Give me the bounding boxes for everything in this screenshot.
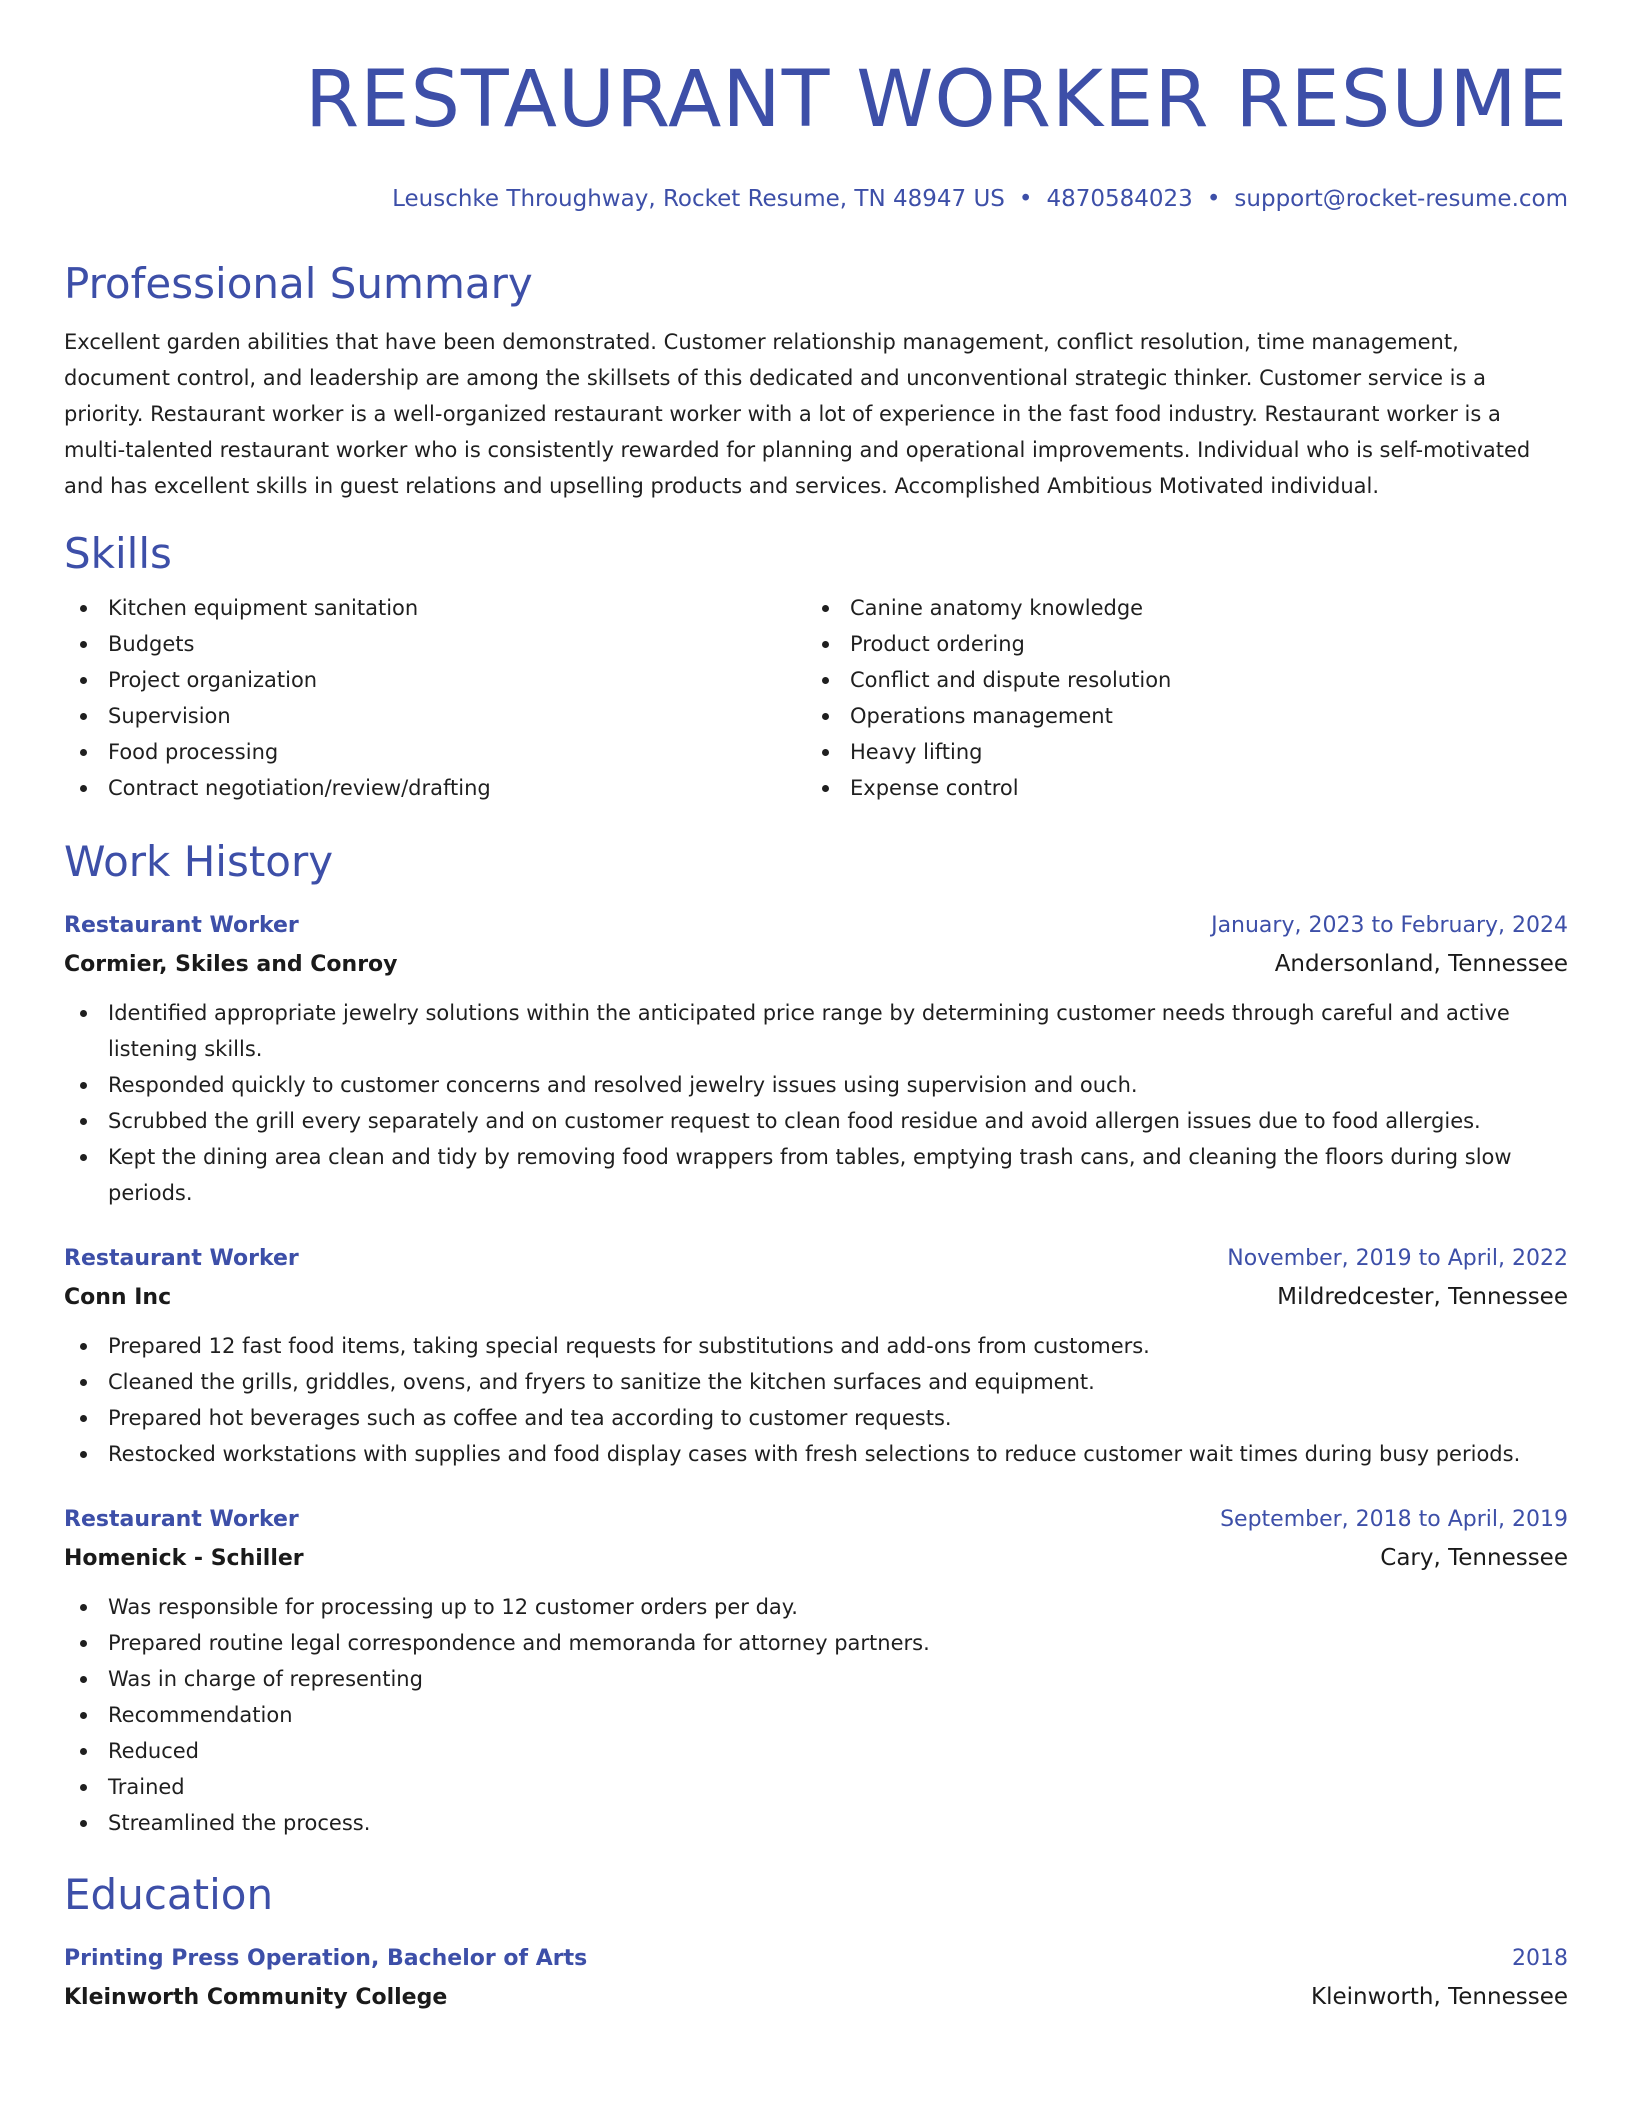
job-bullet: Trained bbox=[64, 1769, 1568, 1805]
job-company-row bbox=[64, 1538, 1568, 1579]
job-role: Restaurant Worker bbox=[64, 1507, 299, 1532]
job-location: Andersonland, Tennessee bbox=[1274, 951, 1568, 977]
job-header-row bbox=[64, 908, 1568, 944]
skill-item: Project organization bbox=[64, 662, 806, 698]
contact-line bbox=[64, 184, 1568, 214]
education-school-row bbox=[64, 1977, 1568, 2018]
skill-item: Contract negotiation/review/drafting bbox=[64, 770, 806, 806]
skills-heading: Skills bbox=[64, 529, 172, 578]
job-bullet: Was in charge of representing bbox=[64, 1661, 1568, 1697]
job-location: Cary, Tennessee bbox=[1380, 1545, 1568, 1571]
job-company-row bbox=[64, 944, 1568, 985]
skill-item: Product ordering bbox=[806, 626, 1548, 662]
contact-separator: • bbox=[1206, 186, 1221, 212]
contact-separator: • bbox=[1018, 186, 1033, 212]
contact-phone[interactable]: 4870584023 bbox=[1046, 186, 1193, 212]
job-bullet: Prepared routine legal correspondence and memoranda for attorney partners. bbox=[64, 1625, 1568, 1661]
skill-item: Conflict and dispute resolution bbox=[806, 662, 1548, 698]
job-bullet: Was responsible for processing up to 12 customer orders per day. bbox=[64, 1589, 1568, 1625]
skill-item: Expense control bbox=[806, 770, 1548, 806]
job-bullet: Cleaned the grills, griddles, ovens, and fryers to sanitize the kitchen surfaces and equipment. bbox=[64, 1364, 1568, 1400]
job-role: Restaurant Worker bbox=[64, 1246, 299, 1271]
education-degree: Printing Press Operation, Bachelor of Arts bbox=[64, 1946, 588, 1971]
job-bullet: Reduced bbox=[64, 1733, 1568, 1769]
skill-item: Operations management bbox=[806, 698, 1548, 734]
job-dates: September, 2018 to April, 2019 bbox=[1220, 1507, 1568, 1532]
skill-item: Kitchen equipment sanitation bbox=[64, 590, 806, 626]
job-company: Conn Inc bbox=[64, 1285, 172, 1310]
job-bullets bbox=[64, 995, 1568, 1211]
education-heading: Education bbox=[64, 1870, 274, 1919]
contact-email[interactable]: support@rocket-resume.com bbox=[1234, 186, 1568, 212]
job-header-row bbox=[64, 1241, 1568, 1277]
education-year: 2018 bbox=[1512, 1946, 1568, 1971]
job-bullets bbox=[64, 1589, 1568, 1841]
job-bullet: Responded quickly to customer concerns and resolved jewelry issues using supervision and ouch. bbox=[64, 1067, 1568, 1103]
job-bullet: Recommendation bbox=[64, 1697, 1568, 1733]
job-role: Restaurant Worker bbox=[64, 913, 299, 938]
job-header-row bbox=[64, 1502, 1568, 1538]
skill-item: Budgets bbox=[64, 626, 806, 662]
education-entry bbox=[64, 1941, 1568, 2018]
job-bullet: Kept the dining area clean and tidy by removing food wrappers from tables, emptying trash cans, and cleaning the floors during slow periods. bbox=[64, 1139, 1568, 1211]
job-bullet: Scrubbed the grill every separately and on customer request to clean food residue and avoid allergen issues due to food allergies. bbox=[64, 1103, 1568, 1139]
job-entry bbox=[64, 908, 1568, 1211]
resume-page bbox=[64, 52, 1568, 2018]
skills-columns bbox=[64, 590, 1568, 806]
job-bullet: Prepared hot beverages such as coffee and tea according to customer requests. bbox=[64, 1400, 1568, 1436]
job-company: Cormier, Skiles and Conroy bbox=[64, 952, 398, 977]
resume-title: RESTAURANT WORKER RESUME bbox=[304, 55, 1568, 145]
job-bullet: Identified appropriate jewelry solutions within the anticipated price range by determining customer needs through careful and active listening skills. bbox=[64, 995, 1568, 1067]
job-entry bbox=[64, 1502, 1568, 1841]
skills-left-column bbox=[64, 590, 806, 806]
job-company-row bbox=[64, 1277, 1568, 1318]
job-location: Mildredcester, Tennessee bbox=[1277, 1284, 1568, 1310]
education-header-row bbox=[64, 1941, 1568, 1977]
job-dates: January, 2023 to February, 2024 bbox=[1211, 913, 1568, 938]
job-dates: November, 2019 to April, 2022 bbox=[1227, 1246, 1568, 1271]
job-entry bbox=[64, 1241, 1568, 1472]
job-bullets bbox=[64, 1328, 1568, 1472]
skill-item: Canine anatomy knowledge bbox=[806, 590, 1548, 626]
job-bullet: Restocked workstations with supplies and food display cases with fresh selections to reduce customer wait times during busy periods. bbox=[64, 1436, 1568, 1472]
skill-item: Supervision bbox=[64, 698, 806, 734]
job-bullet: Prepared 12 fast food items, taking special requests for substitutions and add-ons from customers. bbox=[64, 1328, 1568, 1364]
skill-item: Heavy lifting bbox=[806, 734, 1548, 770]
work-history-heading: Work History bbox=[64, 837, 334, 886]
summary-text: Excellent garden abilities that have been demonstrated. Customer relationship management, conflict resolution, time management, document control, and leadership are among the skillsets of this dedicated and unconventional strategic thinker. Customer service is a priority. Restaurant worker is a well-organized restaurant worker with a lot of experience in the fast food industry. Restaurant worker is a multi-talented restaurant worker who is consistently rewarded for planning and operational improvements. Individual who is self-motivated and has excellent skills in guest relations and upselling products and services. Accomplished Ambitious Motivated individual. bbox=[64, 330, 1531, 498]
skills-right-column bbox=[806, 590, 1548, 806]
education-school: Kleinworth Community College bbox=[64, 1985, 448, 2010]
summary-heading: Professional Summary bbox=[64, 259, 533, 308]
education-location: Kleinworth, Tennessee bbox=[1310, 1984, 1568, 2010]
skill-item: Food processing bbox=[64, 734, 806, 770]
job-company: Homenick - Schiller bbox=[64, 1546, 304, 1571]
contact-address: Leuschke Throughway, Rocket Resume, TN 48947 US bbox=[392, 186, 1005, 212]
job-bullet: Streamlined the process. bbox=[64, 1805, 1568, 1841]
